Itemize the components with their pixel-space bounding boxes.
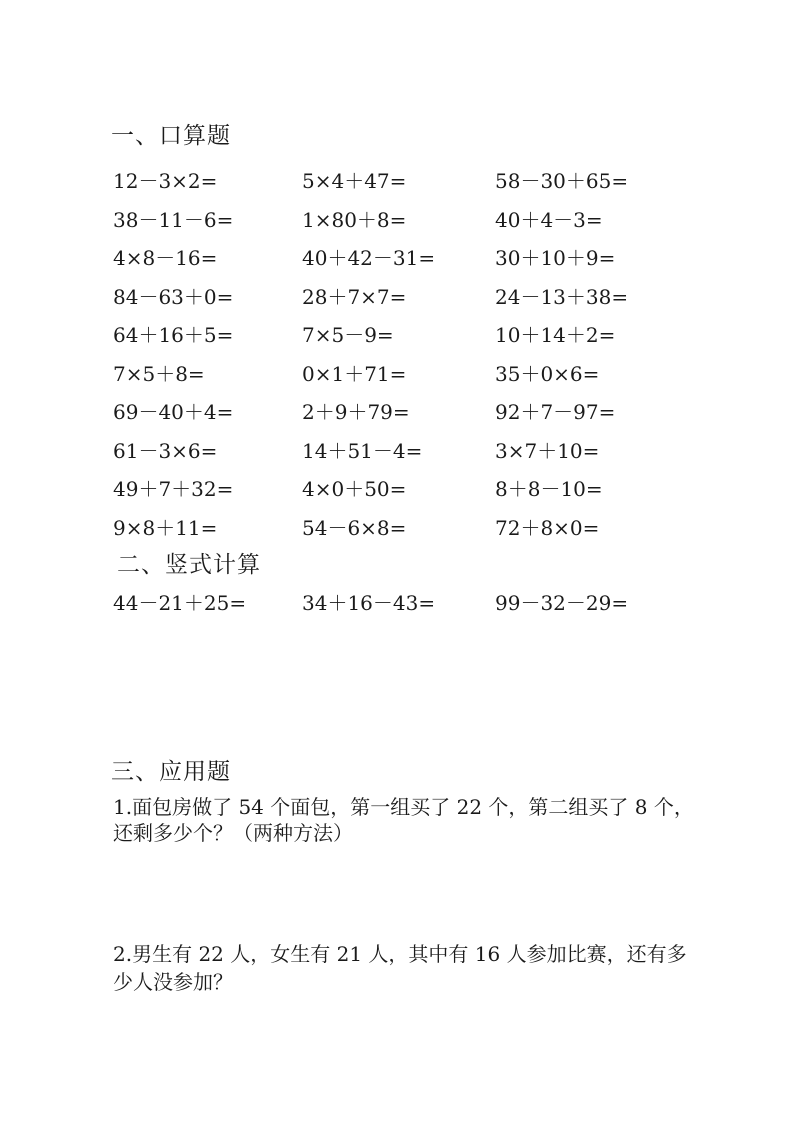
vertical-calc-item: 99－32－29= — [495, 591, 629, 615]
oral-calc-item: 14＋51－4= — [302, 439, 423, 463]
oral-calc-item: 1×80＋8= — [302, 208, 407, 232]
vertical-calc-item: 34＋16－43= — [302, 591, 436, 615]
section2-title: 二、竖式计算 — [117, 552, 261, 578]
section1-title: 一、口算题 — [111, 123, 231, 149]
problem2-line2: 少人没参加？ — [113, 970, 233, 994]
oral-calc-item: 4×0＋50= — [302, 477, 407, 501]
oral-calc-item: 72＋8×0= — [495, 516, 600, 540]
problem2-line1: 2.男生有 22 人，女生有 21 人，其中有 16 人参加比赛，还有多 — [113, 942, 687, 966]
oral-calc-item: 7×5－9= — [302, 323, 394, 347]
oral-calc-item: 5×4＋47= — [302, 169, 407, 193]
oral-calc-item: 40＋42－31= — [302, 246, 436, 270]
problem1-line1: 1.面包房做了 54 个面包，第一组买了 22 个，第二组买了 8 个， — [113, 795, 694, 819]
oral-calc-item: 35＋0×6= — [495, 362, 600, 386]
oral-calc-item: 28＋7×7= — [302, 285, 407, 309]
oral-calc-item: 4×8－16= — [113, 246, 218, 270]
section3-title: 三、应用题 — [111, 759, 231, 785]
oral-calc-item: 2＋9＋79= — [302, 400, 410, 424]
oral-calc-item: 49＋7＋32= — [113, 477, 234, 501]
oral-calc-item: 24－13＋38= — [495, 285, 629, 309]
oral-calc-item: 3×7＋10= — [495, 439, 600, 463]
oral-calc-item: 58－30＋65= — [495, 169, 629, 193]
oral-calc-item: 0×1＋71= — [302, 362, 407, 386]
oral-calc-item: 40＋4－3= — [495, 208, 603, 232]
oral-calc-item: 30＋10＋9= — [495, 246, 616, 270]
oral-calc-item: 84－63＋0= — [113, 285, 234, 309]
problem1-line2: 还剩多少个？（两种方法） — [113, 821, 353, 845]
vertical-calc-item: 44－21＋25= — [113, 591, 247, 615]
oral-calc-item: 38－11－6= — [113, 208, 234, 232]
oral-calc-item: 7×5＋8= — [113, 362, 205, 386]
oral-calc-item: 9×8＋11= — [113, 516, 218, 540]
oral-calc-item: 69－40＋4= — [113, 400, 234, 424]
oral-calc-item: 10＋14＋2= — [495, 323, 616, 347]
oral-calc-item: 8＋8－10= — [495, 477, 603, 501]
oral-calc-item: 92＋7－97= — [495, 400, 616, 424]
oral-calc-item: 61－3×6= — [113, 439, 218, 463]
oral-calc-item: 64＋16＋5= — [113, 323, 234, 347]
oral-calc-item: 12－3×2= — [113, 169, 218, 193]
oral-calc-item: 54－6×8= — [302, 516, 407, 540]
